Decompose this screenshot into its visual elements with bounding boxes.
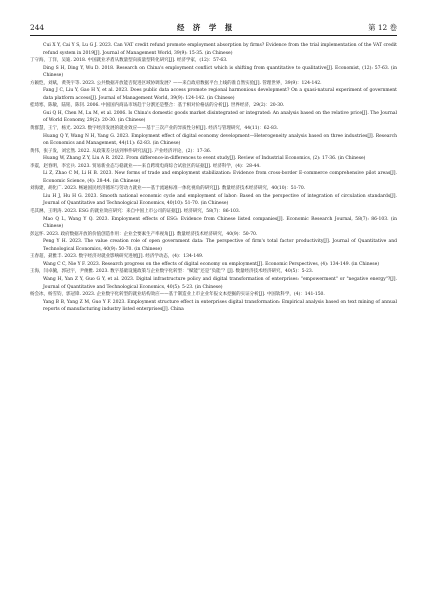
reference-entry: Mao Q L, Wang Y Q. 2023. Employment effects of ESG: Evidence from Chinese listed companies[J]. Economic Research Journal, 58(7): 86-103. (in Chinese) bbox=[43, 216, 397, 230]
reference-entry: Huang Q Y, Wang N H, Yang G. 2023. Employment effect of digital economy development—Heterogeneity analysis based on three industries[J]. Research on Economics and Management, 44(11): 62-83. (in Chinese) bbox=[43, 133, 397, 147]
journal-title: 经 济 学 报 bbox=[176, 23, 236, 32]
reference-entry: Gui Q H, Chen M, Lu M, et al. 2006. Is China's domestic goods market disintegrated or integrated: An analysis based on the relative price[J]. The Journal of World Economy, 29(2): 20-30. (in Chinese) bbox=[43, 110, 397, 124]
reference-entry: 王海，闫卓毓，郭冠宇，尹俊雅. 2023. 数字基础设施政策与企业数字化转型：“赋能”还是“负能”？[J]. 数量经济技术经济研究，40(5)：5-23. bbox=[30, 269, 314, 275]
reference-entry: Fang J C, Liu Y, Gao H Y, et al. 2023. Does public data access promote regional harmonious development? On a quasi-natural experiment of government data platform access[J]. Journal of Management World, 39(9): 124-142. (in Chinese) bbox=[43, 88, 397, 101]
reference-entry: 黄伟，张子发，刘宏然. 2022. 从政策差分法到事件研究法[J]. 产业经济评论，(2)：17-36. bbox=[30, 148, 212, 154]
reference-entry: Huang W, Zhang Z Y, Liu A R. 2022. From difference-in-differences to event study[J]. Review of Industrial Economics, (2): 17-36. (in Chinese) bbox=[43, 156, 366, 162]
reference-entry: 桂琦寒，陈敏，陆铭，陈钊. 2006. 中国国内商品市场趋于分割还是整合：基于相对价格法的分析[J]. 世界经济，29(2)：20-30. bbox=[30, 103, 285, 109]
reference-entry: Peng Y H. 2023. The value creation role of open government data: The perspective of firm's total factor productivity[J]. Journal of Quantitative and Technological Economics, 40(9): 50-70. (in Chinese) bbox=[43, 239, 397, 252]
reference-entry: Liu H J, Hu H G. 2023. Smooth national economic cycle and employment of labor: Based on the perspective of integration of circulation standards[J]. Journal of Quantitative and Technological Economics, 40(10): 51-70. (in Chinese) bbox=[43, 193, 397, 207]
reference-entry: 丁守海，丁洋，吴迪. 2018. 中国就业矛盾从数量型向质量型转化研究[J]. 经济学家，(12)：57-63. bbox=[30, 58, 228, 64]
volume-label: 第 12 卷 bbox=[368, 23, 397, 32]
reference-entry: 彭远怀. 2023. 政府数据开放的价值创造作用：企业全要素生产率视角[J]. 数量经济技术经济研究，40(9)：50-70. bbox=[30, 231, 258, 237]
reference-entry: Yang B B, Yang Z M, Guo Y F. 2023. Employment structure effect in enterprises digital transformation: Empirical analysis based on text mining of annual reports of manufacturing industry listed enterprises[J]. China bbox=[43, 299, 397, 313]
reference-entry: Wang C C, Nie Y F. 2023. Research progress on the effects of digital economy on employment[J]. Economic Perspectives, (4): 134-149. (in Chinese) bbox=[43, 261, 380, 267]
reference-entry: Ding S H, Ding Y, Wu D. 2018. Research on China's employment conflict which is shifting from quantitative to qualitative[J]. Economist, (12): 57-63. (in Chinese) bbox=[43, 65, 397, 79]
reference-entry: 王春超，聂雅丰. 2023. 数字经济对就业影响研究进展[J]. 经济学动态，(4)：134-149. bbox=[30, 254, 204, 260]
reference-entry: 方颖恺，刘斌，黄英宇等. 2023. 公共数据开放能否促进区域协调发展？——来自政府数据平台上线的准自然实验[J]. 管理世界，39(9)：124-142. bbox=[30, 80, 322, 86]
reference-entry: 黄群慧，王宁，杨光. 2023. 数字经济发展的就业效应——基于三次产业的异质性分析[J]. 经济与管理研究，44(11)：62-83. bbox=[30, 126, 279, 132]
reference-entry: 李震，赵春明，李宏兵. 2023. 贸易新业态与稳就业——来自跨境电商综合试验区的证据[J]. 经济科学，(4)：28-44. bbox=[30, 163, 261, 169]
reference-entry: Wang H, Yan Z Y, Guo G Y, et al. 2023. Digital infrastructure policy and digital transformation of enterprises: "empowerment" or "negative energy"?[J]. Journal of Quantitative and Technological Economics, 40(5): 5-23. (in Chinese) bbox=[43, 276, 397, 290]
page-number: 244 bbox=[30, 23, 45, 32]
reference-entry: Cui X Y, Cai Y S, Lu G J. 2023. Can VAT credit refund promote employment absorption by firms? Evidence from the trial implementation of the VAT credit refund system in 2019[J]. Journal of Management World, 39(9): 15-35. (in Chinese) bbox=[43, 43, 397, 56]
reference-entry: 毛其淋，王明涛. 2023. ESG 的就业效应研究：来自中国上市公司的证据[J]. 经济研究，58(7)：86-103. bbox=[30, 209, 241, 215]
reference-entry: Li Z, Zhao C M, Li H B. 2023. New forms of trade and employment stabilization: Evidence from cross-border E-commerce comprehensive pilot areas[J]. Economic Science, (4): 28-44. (in Chinese) bbox=[43, 171, 397, 184]
page-header bbox=[30, 22, 397, 33]
reference-entry: 杨会冰，杨雪钧，郭冠锋. 2023. 企业数字化转型的就业结构效应——基于制造业上市企业年报文本挖掘的实证分析[J]. 中国软科学，(4)：141-150. bbox=[30, 292, 325, 298]
reference-entry: 刘海建，胡化广. 2023. 畅通国民经济循环与劳动力就业——基于流通标准一体化视角的研究[J]. 数量经济技术经济研究，40(10)：51-70. bbox=[30, 186, 306, 192]
reference-list bbox=[30, 42, 397, 314]
header-rule bbox=[30, 35, 397, 36]
